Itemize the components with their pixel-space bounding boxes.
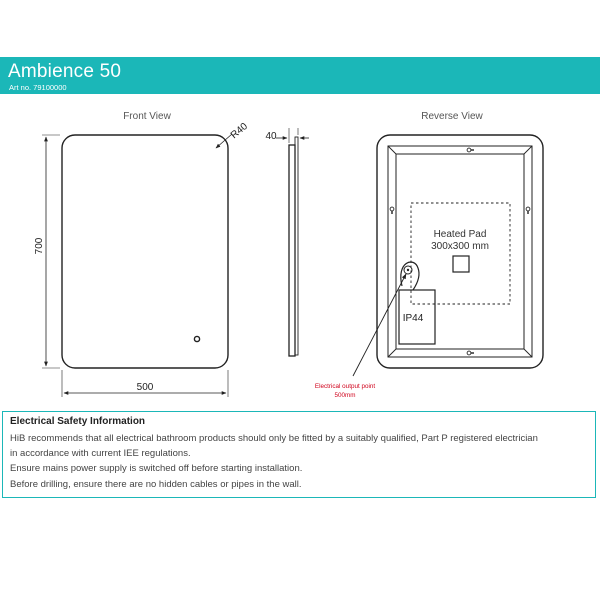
heated-pad-area [411,203,510,304]
radius-dim: R40 [228,120,250,142]
frame-mitre-tr [524,146,532,154]
height-dim: 700 [34,237,45,255]
fixing-bottom-icon [467,351,474,355]
touch-sensor-icon [194,336,199,341]
safety-info-box [2,411,596,498]
front-mirror-outline [62,135,228,368]
width-dim: 500 [136,382,154,393]
safety-info-title: Electrical Safety Information [10,416,146,427]
depth-dim: 40 [265,131,277,142]
fixing-top-icon [467,148,474,152]
safety-line: Ensure mains power supply is switched off before starting installation. [10,463,303,474]
product-title: Ambience 50 [8,61,122,82]
heated-pad-size: 300x300 mm [431,241,489,252]
fixing-right-icon [526,207,530,214]
safety-line: Before drilling, ensure there are no hidden cables or pipes in the wall. [10,479,302,490]
ip44-label: IP44 [402,313,424,324]
frame-mitre-br [524,349,532,357]
frame-mitre-tl [388,146,396,154]
frame-mitre-bl [388,349,396,357]
side-frame [289,145,295,356]
safety-line: HiB recommends that all electrical bathroom products should only be fitted by a suitably qualified, Part P registered electrician [10,433,538,444]
front-view-label: Front View [123,111,171,122]
heated-pad-label: Heated Pad [433,229,487,240]
article-number: Art no. 79100000 [9,83,67,92]
fixing-left-icon [390,207,394,214]
pad-connector [453,256,469,272]
reverse-view-label: Reverse View [421,111,483,122]
electrical-output-distance: 500mm [334,392,356,399]
safety-line: in accordance with current IEE regulations. [10,448,191,459]
electrical-output-label: Electrical output point [314,383,376,390]
electrical-output-leader [353,274,406,376]
electrical-output-icon [404,266,412,274]
